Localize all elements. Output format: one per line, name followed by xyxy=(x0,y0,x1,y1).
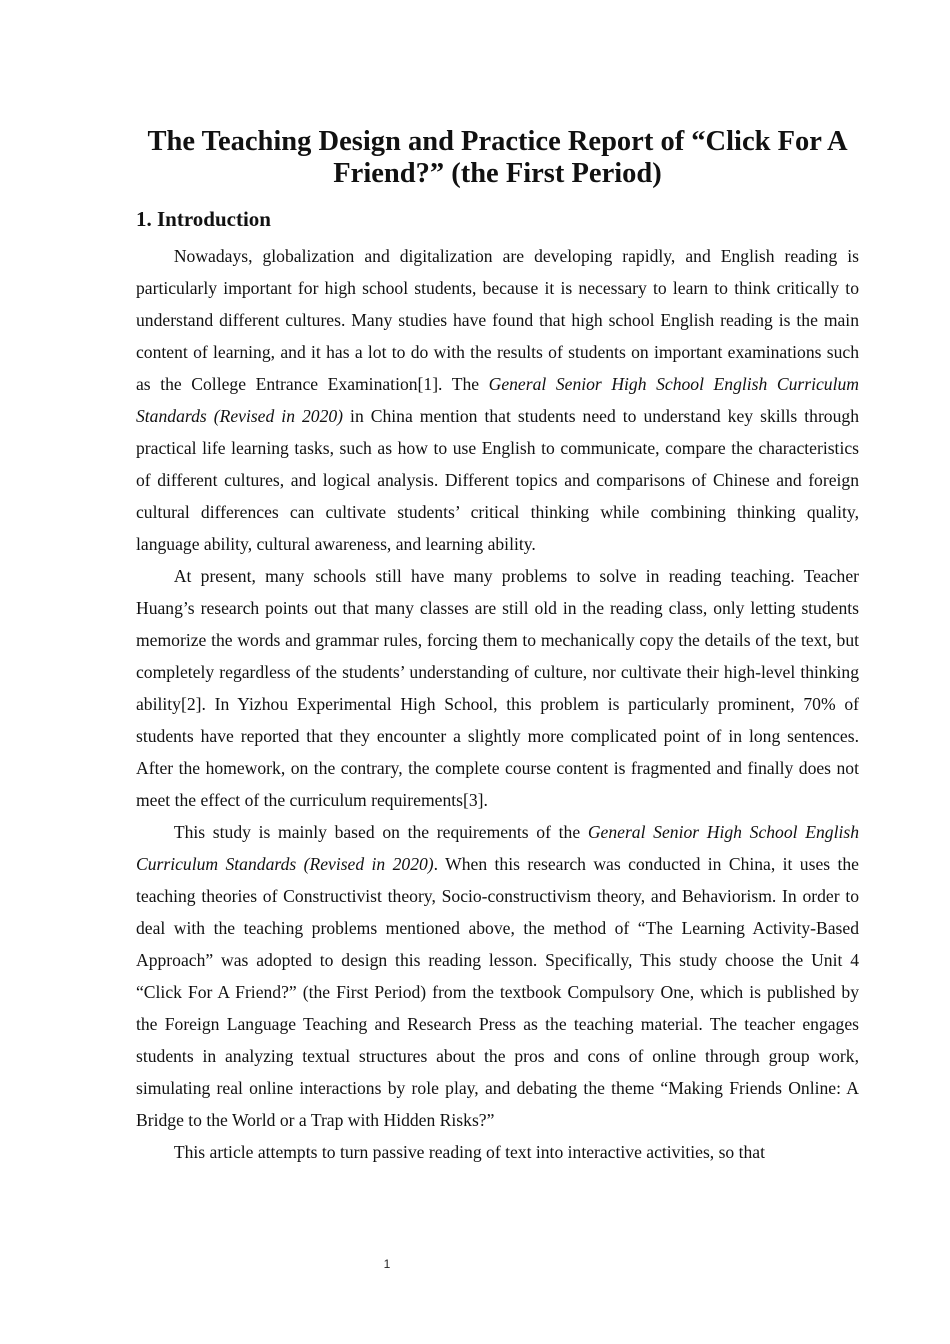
paragraph xyxy=(136,1136,859,1168)
paragraph xyxy=(136,816,859,1136)
document-title: The Teaching Design and Practice Report of “Click For A Friend?” (the First Period) xyxy=(147,126,848,189)
text-run: . When this research was conducted in China, it uses the teaching theories of Constructivist theory, Socio-constructivism theory, and Behaviorism. In order to deal with the teaching problems mentioned above, the method of “The Learning Activity-Based Approach” was adopted to design this reading lesson. Specifically, This study choose the Unit 4 “Click For A Friend?” (the First Period) from the textbook Compulsory One, which is published by the Foreign Language Teaching and Research Press as the teaching material. The teacher engages students in analyzing textual structures about the pros and cons of online through group work, simulating real online interactions by role play, and debating the theme “Making Friends Online: A Bridge to the World or a Trap with Hidden Risks?” xyxy=(136,854,859,1130)
text-run: At present, many schools still have many problems to solve in reading teaching. Teacher Huang’s research points out that many classes are still old in the reading class, only letting students memorize the words and grammar rules, forcing them to mechanically copy the details of the text, but completely regardless of the students’ understanding of culture, nor cultivate their high-level thinking ability[2]. In Yizhou Experimental High School, this problem is particularly prominent, 70% of students have reported that they encounter a slightly more complicated point of in long sentences. After the homework, on the contrary, the complete course content is fragmented and finally does not meet the effect of the curriculum requirements[3]. xyxy=(136,566,859,810)
section-heading: 1. Introduction xyxy=(136,207,271,231)
italic-text-run: General Senior High School English Curriculum Standards (Revised in 2020) xyxy=(136,822,859,874)
paragraph xyxy=(136,240,859,560)
paragraph xyxy=(136,560,859,816)
text-run: This article attempts to turn passive reading of text into interactive activities, so that xyxy=(173,1142,766,1162)
text-run: in China mention that students need to understand key skills through practical life learning tasks, such as how to use English to communicate, compare the characteristics of different cultures, and logical analysis. Different topics and comparisons of Chinese and foreign cultural differences can cultivate students’ critical thinking while combining thinking quality, language ability, cultural awareness, and learning ability. xyxy=(136,406,859,554)
text-run: This study is mainly based on the requirements of the xyxy=(173,822,588,842)
page-number: 1 xyxy=(383,1257,391,1271)
body-text xyxy=(136,240,859,1168)
italic-text-run: General Senior High School English Curriculum Standards (Revised in 2020) xyxy=(136,374,859,426)
text-run: Nowadays, globalization and digitalization are developing rapidly, and English reading is particularly important for high school students, because it is necessary to learn to think critically to understand different cultures. Many studies have found that high school English reading is the main content of learning, and it has a lot to do with the results of students on important examinations such as the College Entrance Examination[1]. The xyxy=(136,246,859,394)
